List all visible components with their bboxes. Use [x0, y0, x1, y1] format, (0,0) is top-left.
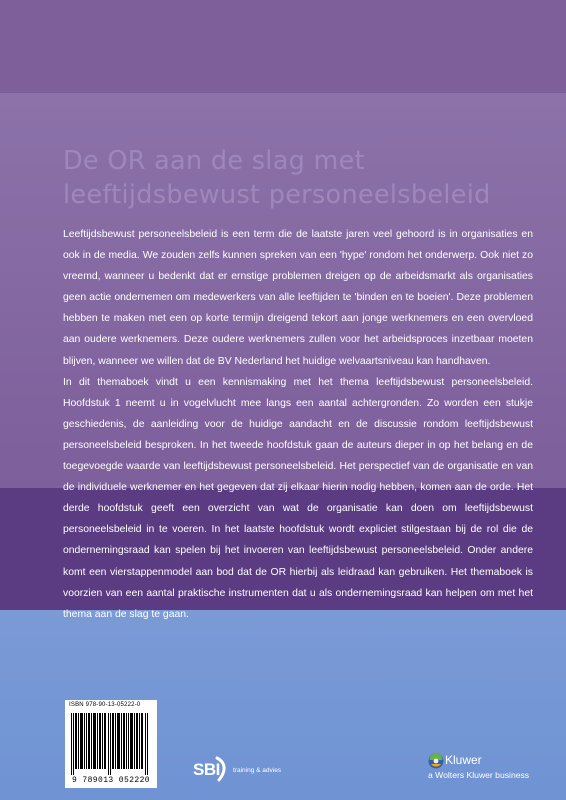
- barcode-digits: 9 789013 052220: [71, 776, 150, 785]
- kluwer-subline: a Wolters Kluwer business: [428, 770, 530, 780]
- sbi-swoosh-icon: [213, 756, 231, 782]
- top-color-band: [0, 0, 566, 93]
- sbi-wordmark: SBI: [193, 760, 220, 779]
- book-title: [63, 144, 563, 212]
- barcode-bars: [71, 713, 151, 775]
- back-cover-blurb: [63, 224, 533, 625]
- isbn-barcode: [65, 700, 157, 788]
- kluwer-logo: [428, 753, 558, 783]
- kluwer-wordmark: Kluwer: [445, 753, 482, 767]
- kluwer-globe-icon: [428, 753, 444, 769]
- title-line-2: leeftijdsbewust personeelsbeleid: [63, 180, 491, 210]
- blurb-paragraph-1: Leeftijdsbewust personeelsbeleid is een term die de laatste jaren veel gehoord is in organisaties en ook in de media. We zouden zelfs kunnen spreken van een 'hype' rondom het onderwerp. Ook niet zo vreemd, wanneer u bedenkt dat er ernstige problemen dreigen op de arbeidsmarkt als organisaties geen actie ondernemen om medewerkers van alle leeftijden te 'binden en te boeien'. Deze problemen hebben te maken met een op korte termijn dreigend tekort aan jonge werknemers en een overvloed aan oudere werknemers. Deze oudere werknemers zullen voor het arbeidsproces inzetbaar moeten blijven, wanneer we willen dat de BV Nederland het huidige welvaartsniveau kan handhaven.: [63, 229, 533, 367]
- isbn-label: ISBN 978-90-13-05222-0: [69, 702, 141, 708]
- title-line-1: De OR aan de slag met: [63, 146, 365, 176]
- sbi-tagline: training & advies: [233, 767, 282, 774]
- blurb-paragraph-2: In dit themaboek vindt u een kennismaking met het thema leeftijdsbewust personeelsbeleid. Hoofdstuk 1 neemt u in vogelvlucht mee langs een aantal achtergronden. Zo worden een stukje geschiedenis, de aanleiding voor de huidige aandacht en de discussie rondom leeftijdsbewust personeelsbeleid besproken. In het tweede hoofdstuk gaan de auteurs dieper in op het belang en de toegevoegde waarde van leeftijdsbewust personeelsbeleid. Het perspectief van de organisatie en van de individuele werknemer en het gegeven dat zij elkaar hierin nodig hebben, komen aan de orde. Het derde hoofdstuk geeft een overzicht van wat de organisatie kan doen om leeftijdsbewust personeelsbeleid in te voeren. In het laatste hoofdstuk wordt expliciet stilgestaan bij de rol die de ondernemingsraad kan spelen bij het invoeren van leeftijdsbewust personeelsbeleid. Onder andere komt een vierstappenmodel aan bod dat de OR hierbij als leidraad kan gebruiken. Het themaboek is voorzien van een aantal praktische instrumenten dat u als ondernemingsraad kan helpen om met het thema aan de slag te gaan.: [63, 376, 533, 620]
